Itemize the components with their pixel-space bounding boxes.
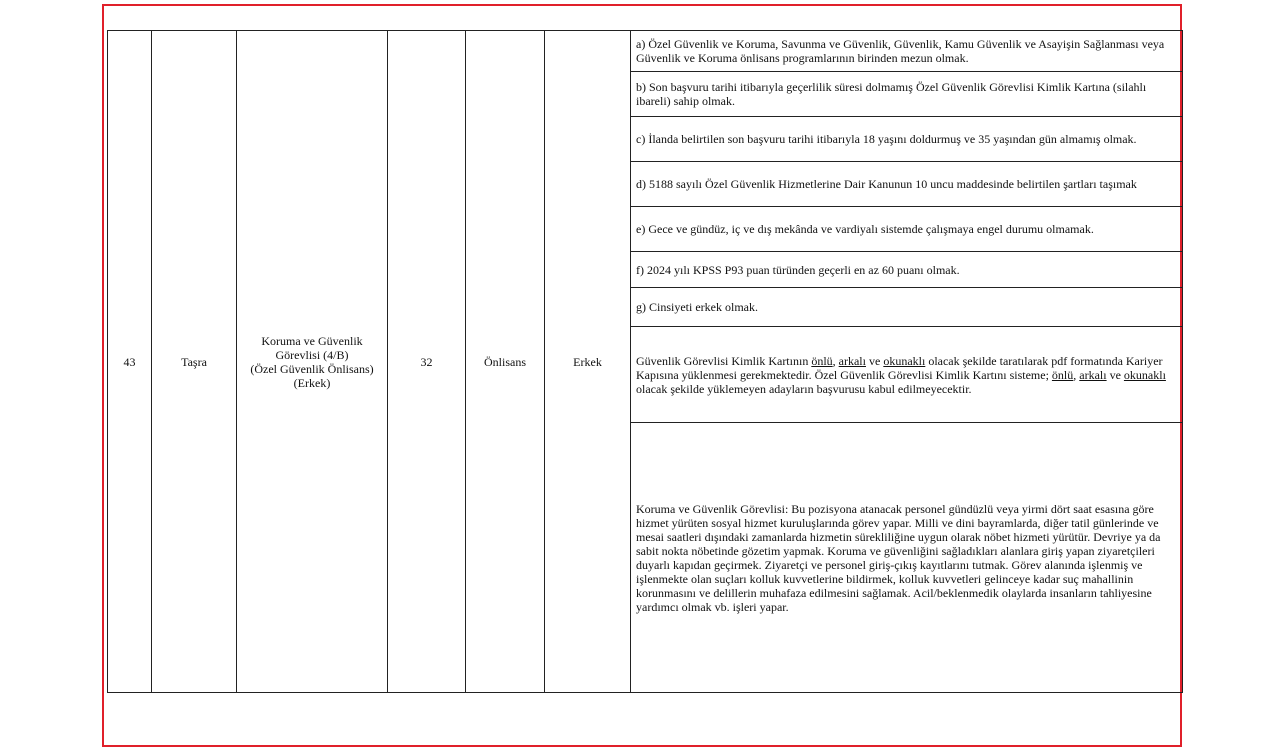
requirement-text: e) Gece ve gündüz, iç ve dış mekânda ve vardiyalı sistemde çalışmaya engel durumu olmamak. <box>636 222 1094 236</box>
underlined-word: okunaklı <box>883 353 926 368</box>
position-table <box>107 30 1183 693</box>
requirement-text: g) Cinsiyeti erkek olmak. <box>636 300 758 314</box>
gender-cell <box>545 31 631 693</box>
note-text: , <box>1073 367 1080 382</box>
row-number-cell <box>108 31 152 693</box>
requirement-text: a) Özel Güvenlik ve Koruma, Savunma ve Güvenlik, Güvenlik, Kamu Güvenlik ve Asayişin Sağlanması veya Güvenlik ve Koruma önlisans programlarının birinden mezun olmak. <box>636 37 1165 65</box>
position-line: (Erkek) <box>293 375 331 390</box>
requirement-text: f) 2024 yılı KPSS P93 puan türünden geçerli en az 60 puanı olmak. <box>636 262 960 277</box>
note-text: ve <box>1106 367 1124 382</box>
unit-cell <box>152 31 237 693</box>
position-line: Koruma ve Güvenlik <box>261 333 363 348</box>
note-text: , <box>832 353 839 368</box>
count-cell <box>388 31 466 693</box>
table-row <box>108 31 1183 72</box>
education-value: Önlisans <box>484 354 526 369</box>
id-card-note <box>631 327 1183 423</box>
note-text: Güvenlik Görevlisi Kimlik Kartının <box>636 353 812 368</box>
requirement-g <box>631 288 1183 327</box>
count-value: 32 <box>420 354 433 369</box>
requirement-f <box>631 252 1183 288</box>
requirement-c <box>631 117 1183 162</box>
row-number: 43 <box>123 354 136 369</box>
position-line: (Özel Güvenlik Önlisans) <box>250 361 374 376</box>
underlined-word: önlü <box>1051 367 1074 382</box>
job-description: Koruma ve Güvenlik Görevlisi: Bu pozisyona atanacak personel gündüzlü veya yirmi dört saat esasına göre hizmet yürüten sosyal hizmet kuruluşlarında görev yapar. Milli ve dini bayramlarda, diğer tatil günlerinde ve mesai saatleri dışındaki zamanlarda hizmetin sürekliliğine uygun olarak nöbet hizmeti yürütür. Devriye ya da sabit nokta nöbetinde gözetim yapmak. Koruma ve güvenliğini sağladıkları alanlara giriş yapan ziyaretçileri duyarlı kapıdan geçirmek. Ziyaretçi ve personel giriş-çıkış kayıtlarını tutmak. Görev alanında işlenmiş ve işlenmekte olan suçları kolluk kuvvetlerine bildirmek, kolluk kuvvetleri gelinceye kadar suç mahallinin korunmasını ve delillerin muhafaza edilmesini sağlamak. Acil/beklenmedik olaylarda insanların tahliyesine yardımcı olmak vb. işleri yapar. <box>636 501 1161 614</box>
position-line: Görevlisi (4/B) <box>275 347 349 362</box>
note-text: olacak şekilde yüklemeyen adayların başvurusu kabul edilmeyecektir. <box>636 381 972 396</box>
requirement-text: d) 5188 sayılı Özel Güvenlik Hizmetlerine Dair Kanunun 10 uncu maddesinde belirtilen şartları taşımak <box>636 177 1137 191</box>
note-text: ve <box>865 353 884 368</box>
underlined-word: önlü <box>811 353 833 368</box>
requirement-text: b) Son başvuru tarihi itibarıyla geçerlilik süresi dolmamış Özel Güvenlik Görevlisi Kimlik Kartına (silahlı ibareli) sahip olmak. <box>636 80 1147 108</box>
requirement-text: c) İlanda belirtilen son başvuru tarihi itibarıyla 18 yaşını doldurmuş ve 35 yaşından gün almamış olmak. <box>636 132 1137 146</box>
underlined-word: okunaklı <box>1123 367 1166 382</box>
requirement-e <box>631 207 1183 252</box>
underlined-word: arkalı <box>1079 367 1107 382</box>
unit-value: Taşra <box>181 354 207 369</box>
gender-value: Erkek <box>573 354 602 369</box>
job-description-cell <box>631 423 1183 693</box>
requirement-d <box>631 162 1183 207</box>
requirement-b <box>631 72 1183 117</box>
note-text: olacak şekilde taratılarak pdf formatında Kariyer Kapısına yüklenmesi gerekmektedir. Özel Güvenlik Görevlisi Kimlik Kartını sisteme; <box>636 353 1163 382</box>
education-cell <box>466 31 545 693</box>
underlined-word: arkalı <box>838 353 866 368</box>
position-cell <box>237 31 388 693</box>
requirement-a <box>631 31 1183 72</box>
